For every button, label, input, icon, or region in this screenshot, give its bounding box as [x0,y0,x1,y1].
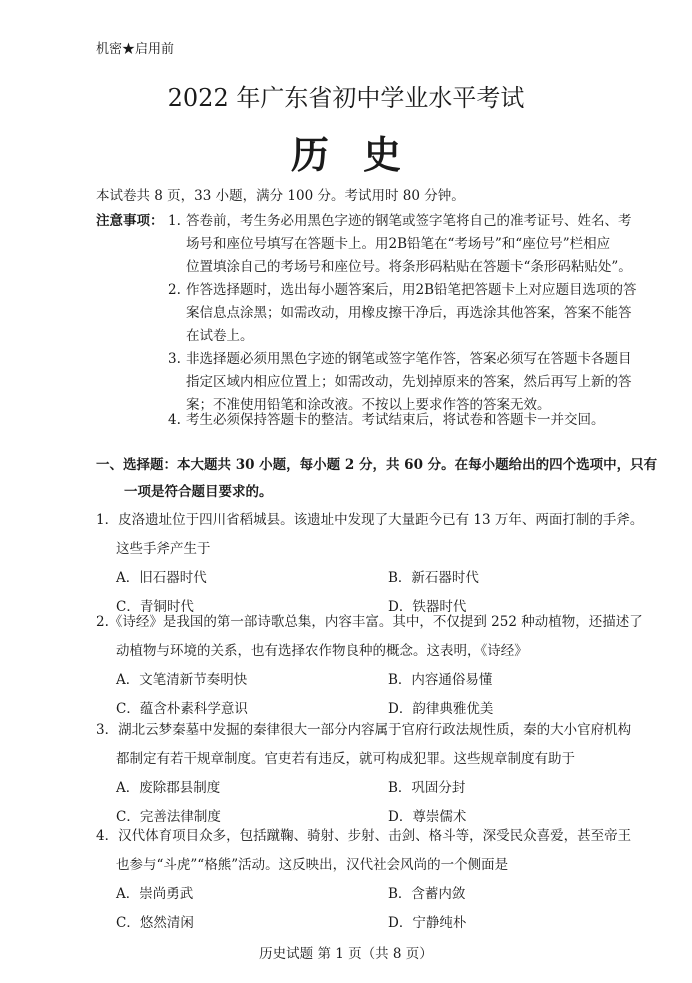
note-line: 场号和座位号填写在答题卡上。用2B铅笔在“考场号”和“座位号”栏相应 [186,236,611,252]
note-line: 作答选择题时，选出每小题答案后，用2B铅笔把答题卡上对应题目选项的答 [186,282,637,298]
page-footer: 历史试题 第 1 页（共 8 页） [259,946,433,962]
question-stem: 都制定有若干规章制度。官吏若有违反，就可构成犯罪。这些规章制度有助于 [116,751,575,767]
section-heading-line: 一、选择题：本大题共 30 小题，每小题 2 分，共 60 分。在每小题给出的四个选项中，只有 [96,457,658,473]
option-d: D．铁器时代 [388,599,467,615]
option-c: C．蕴含朴素科学意识 [116,701,248,717]
confidential-mark: 机密★启用前 [96,42,175,57]
section-heading-line: 一项是符合题目要求的。 [124,484,273,500]
note-line: 答卷前，考生务必用黑色字迹的钢笔或签字笔将自己的准考证号、姓名、考 [186,213,632,229]
subject-title: 历史 [290,132,435,177]
question-4 [96,822,666,938]
question-stem: 也参与“斗虎”“格熊”活动。这反映出，汉代社会风尚的一个侧面是 [116,857,509,873]
option-c: C．青铜时代 [116,599,194,615]
option-b: B．新石器时代 [388,570,479,586]
option-d: D．韵律典雅优美 [388,701,494,717]
option-b: B．巩固分封 [388,780,466,796]
note-number: 3. [168,351,181,367]
exam-title: 2022 年广东省初中学业水平考试 [167,84,525,112]
note-number: 1. [168,213,181,229]
option-b: B．内容通俗易懂 [388,672,493,688]
note-line: 在试卷上。 [186,328,254,344]
question-stem: 1．皮洛遗址位于四川省稻城县。该遗址中发现了大量距今已有 13 万年、两面打制的手斧。 [96,512,644,528]
option-c: C．完善法律制度 [116,809,221,825]
option-d: D．宁静纯朴 [388,915,467,931]
note-number: 4. [168,412,181,428]
notes-label: 注意事项： [96,213,164,229]
option-b: B．含蓄内敛 [388,886,466,902]
question-stem: 4．汉代体育项目众多，包括蹴鞠、骑射、步射、击剑、格斗等，深受民众喜爱，甚至帝王 [96,828,632,844]
note-line: 案；不准使用铅笔和涂改液。不按以上要求作答的答案无效。 [186,397,551,413]
question-stem: 2.《诗经》是我国的第一部诗歌总集，内容丰富。其中，不仅提到 252 种动植物，还描述了 [96,614,643,630]
option-c: C．悠然清闲 [116,915,194,931]
section-heading [96,452,666,506]
option-a: A．旧石器时代 [116,570,207,586]
question-1 [96,506,666,622]
option-a: A．崇尚勇武 [116,886,194,902]
note-line: 指定区域内相应位置上；如需改动，先划掉原来的答案，然后再写上新的答 [186,374,632,390]
option-d: D．尊崇儒术 [388,809,467,825]
question-stem: 这些手斧产生于 [116,541,211,557]
question-2 [96,608,666,724]
note-line: 位置填涂自己的考场号和座位号。将条形码粘贴在答题卡“条形码粘贴处”。 [186,259,632,275]
question-stem: 3．湖北云梦秦墓中发掘的秦律很大一部分内容属于官府行政法规性质，秦的大小官府机构 [96,722,632,738]
option-a: A．废除郡县制度 [116,780,221,796]
options [96,880,666,938]
note-number: 2. [168,282,181,298]
exam-intro: 本试卷共 8 页，33 小题，满分 100 分。考试用时 80 分钟。 [96,188,465,204]
question-3 [96,716,666,832]
question-stem: 动植物与环境的关系，也有选择农作物良种的概念。这表明，《诗经》 [116,643,528,659]
note-line: 案信息点涂黑；如需改动，用橡皮擦干净后，再选涂其他答案，答案不能答 [186,305,632,321]
option-a: A．文笔清新节奏明快 [116,672,248,688]
note-line: 非选择题必须用黑色字迹的钢笔或签字笔作答，答案必须写在答题卡各题目 [186,351,632,367]
note-line: 考生必须保持答题卡的整洁。考试结束后，将试卷和答题卡一并交回。 [186,412,605,428]
